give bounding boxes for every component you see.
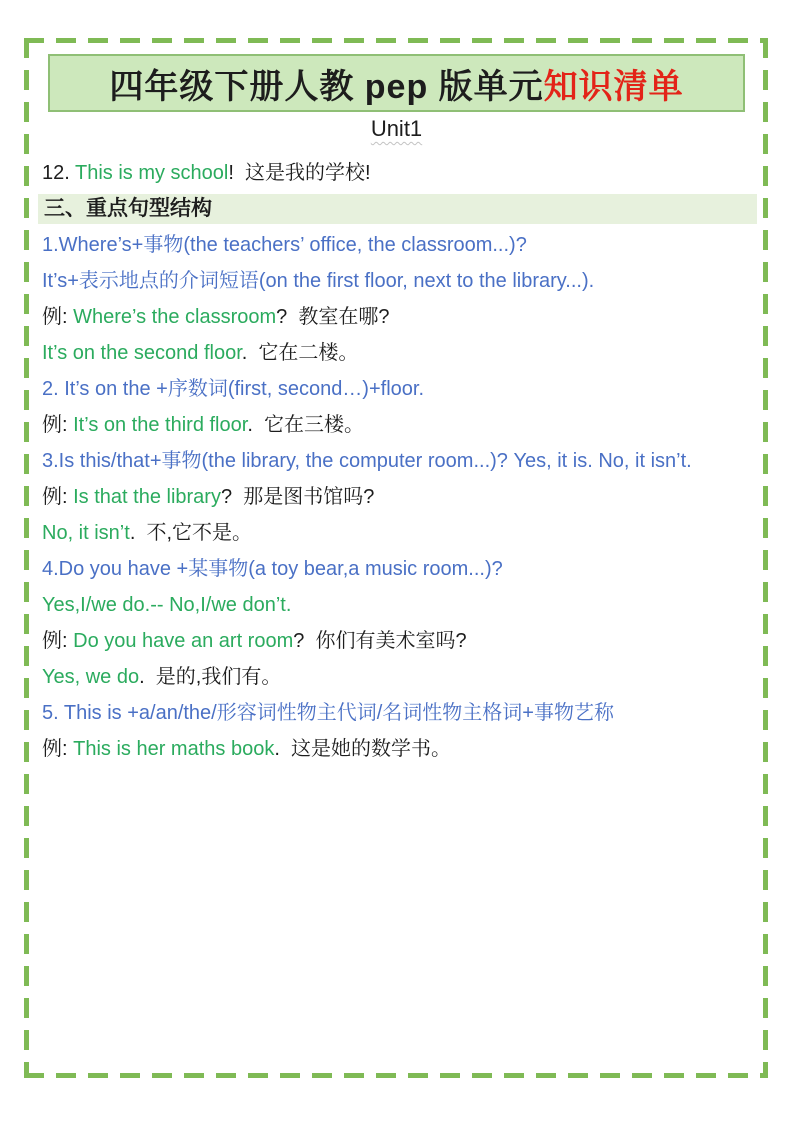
text-segment: . 它在三楼。 [247, 414, 364, 436]
content-line [42, 299, 757, 335]
content-line [42, 479, 757, 515]
section-header: 三、重点句型结构 [38, 194, 757, 224]
text-segment: 1.Where’s+事物(the teachers’ office, the classroom...)? [42, 234, 527, 256]
page-border-right [763, 38, 768, 1078]
content-line [42, 695, 757, 731]
text-segment: ? 教室在哪? [276, 306, 390, 328]
content-line [42, 587, 757, 623]
content-line [42, 659, 757, 695]
text-segment: It’s on the third floor [73, 414, 248, 436]
document-title-red-part: 知识清单 [543, 67, 684, 106]
content-line [42, 335, 757, 371]
content-line [42, 515, 757, 551]
text-segment: It’s+表示地点的介词短语(on the first floor, next to the library...). [42, 270, 595, 292]
text-segment: Do you have an art room [73, 630, 294, 652]
content-line [42, 407, 757, 443]
content-line [42, 227, 757, 263]
unit-subtitle: Unit1 [370, 116, 423, 141]
text-segment: Yes, we do [42, 666, 140, 688]
content-line [42, 263, 757, 299]
text-segment: . 是的,我们有。 [139, 666, 282, 688]
page-border-left [24, 38, 29, 1078]
content-line [42, 623, 757, 659]
content-line [42, 551, 757, 587]
text-segment: 例: [42, 738, 74, 760]
text-segment: . 不,它不是。 [129, 522, 253, 544]
page-border-bottom [24, 1073, 768, 1078]
text-segment: . 这是她的数学书。 [274, 738, 451, 760]
text-segment: 例: [42, 630, 74, 652]
text-segment: Where’s the classroom [73, 306, 277, 328]
text-segment: This is my school [75, 162, 229, 184]
text-segment: ! 这是我的学校! [228, 162, 371, 184]
text-segment: No, it isn’t [42, 522, 130, 544]
content-lines [42, 155, 757, 767]
document-title [48, 54, 745, 112]
text-segment: 12. [42, 162, 75, 184]
text-segment: 5. This is +a/an/the/形容词性物主代词/名词性物主格词+事物艺称 [42, 702, 614, 724]
text-segment: This is her maths book [73, 738, 275, 760]
page-border-top [24, 38, 768, 43]
content-line [42, 443, 757, 479]
content-line [42, 731, 757, 767]
unit-subtitle-row [0, 116, 793, 142]
content-line [42, 155, 757, 191]
text-segment: 例: [42, 306, 74, 328]
text-segment: 4.Do you have +某事物(a toy bear,a music room...)? [42, 558, 503, 580]
text-segment: It’s on the second floor [42, 342, 242, 364]
text-segment: . 它在二楼。 [241, 342, 359, 364]
text-segment: 2. It’s on the +序数词(first, second…)+floor. [42, 378, 425, 400]
text-segment: ? 你们有美术室吗? [293, 630, 467, 652]
text-segment: 例: [42, 414, 74, 436]
text-segment: 3.Is this/that+事物(the library, the computer room...)? Yes, it is. No, it isn’t. [42, 450, 692, 472]
text-segment: 例: [42, 486, 74, 508]
content-line [42, 371, 757, 407]
text-segment: Yes,I/we do.-- No,I/we don’t. [42, 594, 292, 616]
text-segment: ? 那是图书馆吗? [220, 486, 375, 508]
document-title-black-part: 四年级下册人教 pep 版单元 [109, 67, 544, 106]
text-segment: Is that the library [73, 486, 221, 508]
